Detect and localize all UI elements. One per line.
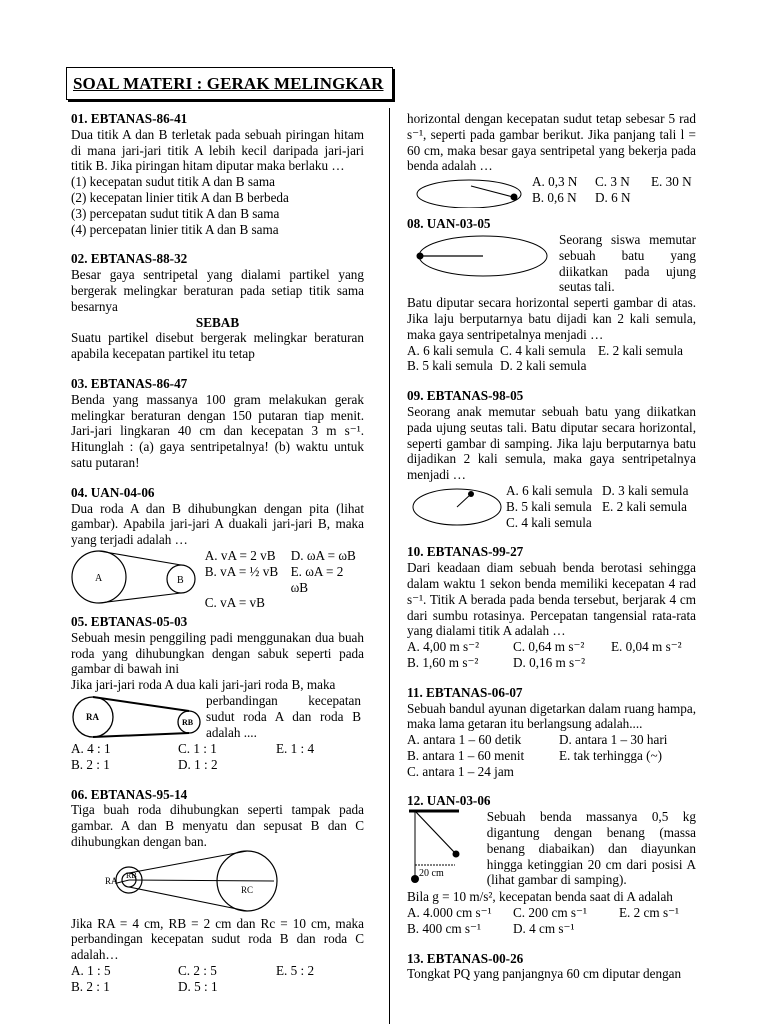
question-heading: 08. UAN-03-05 [407, 216, 491, 232]
question-4 [71, 484, 364, 611]
option: A. 4.000 cm s⁻¹ [407, 905, 492, 921]
question-5 [71, 614, 364, 773]
option: B. vA = ½ vB [204, 563, 279, 579]
option: A. 6 kali semula [506, 482, 593, 498]
question-12 [407, 793, 696, 936]
question-text: Jika RA = 4 cm, RB = 2 cm dan Rc = 10 cm, maka perbandingan kecepatan sudut roda B dan roda C adalah… [71, 915, 364, 963]
question-text: Sebuah bandul ayunan digetarkan dalam ruang hampa, maka lama getaran itu berlangsung adalah.... [407, 700, 696, 732]
option: D. 5 : 1 [178, 978, 218, 994]
pendulum-figure [407, 809, 483, 889]
option: B. 0,6 N [532, 189, 577, 205]
question-text: perbandingan kecepatan sudut roda A dan roda B adalah .... [206, 692, 361, 740]
option: B. 5 kali semula [506, 498, 592, 514]
option: C. vA = vB [204, 595, 265, 611]
belt-bottom [99, 593, 181, 603]
question-text: Seorang anak memutar sebuah batu yang diikatkan pada ujung seutas tali. Batu diputar secara horizontal, seperti gambar di samping. Jika laju berputarnya batu dijadikan 2 kali semula, maka gaya sentripetalnya menjadi … [407, 403, 696, 483]
rotating-stone-figure [411, 483, 506, 527]
question-11 [407, 685, 696, 780]
question-text: Bila g = 10 m/s², kecepatan benda saat di A adalah [407, 889, 673, 905]
question-text: Tiga buah roda dihubungkan seperti tampak pada gambar. A dan B menyatu dan sepusat B dan C dihubungkan dengan ban. [71, 802, 364, 849]
belt-top [129, 851, 247, 873]
stone [468, 491, 474, 497]
question-6 [71, 787, 364, 995]
question-10 [407, 544, 696, 670]
label-b: B [177, 574, 184, 586]
option: B. 400 cm s⁻¹ [407, 920, 481, 936]
radius-c [129, 880, 274, 881]
statement: (2) kecepatan linier titik A dan B berbeda [71, 189, 289, 205]
option: D. 3 kali semula [602, 482, 689, 498]
options [506, 483, 688, 530]
sebab-label: SEBAB [195, 314, 240, 330]
option: A. 1 : 5 [71, 963, 111, 979]
label-rc: RC [241, 884, 254, 895]
string [415, 811, 455, 853]
question-heading: 05. EBTANAS-05-03 [71, 613, 188, 629]
left-column [71, 111, 364, 1009]
stone [511, 194, 518, 201]
question-13 [407, 951, 696, 983]
label-ra: RA [86, 711, 99, 722]
rotating-stone-figure [415, 174, 530, 208]
option: A. 6 kali semula [407, 342, 494, 358]
statement: (4) percepatan linier titik A dan B sama [71, 221, 279, 237]
question-3 [71, 376, 364, 471]
question-9 [407, 388, 696, 530]
option: B. 1,60 m s⁻² [407, 654, 479, 670]
belt-pulley-figure [71, 548, 205, 604]
question-7-continued [407, 111, 696, 208]
question-heading: 02. EBTANAS-88-32 [71, 251, 188, 267]
right-column [407, 111, 696, 996]
belt-bottom [93, 733, 189, 737]
option: C. 4 kali semula [506, 514, 592, 530]
label-rb: RB [182, 717, 194, 727]
option: C. antara 1 – 24 jam [407, 763, 514, 779]
option: C. 4 kali semula [500, 342, 586, 358]
option: D. 6 N [595, 189, 631, 205]
question-text: Dari keadaan diam sebuah benda berotasi sehingga dalam waktu 1 sekon benda memiliki kecepatan 4 rad s⁻¹. Titik A berada pada benda tersebut, berjarak 4 cm dari sumbu rotasinya. Percepatan tangensial rata-rata yang dialami titik A adalah … [407, 560, 696, 639]
question-heading: 10. EBTANAS-99-27 [407, 544, 524, 560]
option: E. 30 N [651, 174, 692, 190]
option: C. 200 cm s⁻¹ [513, 905, 587, 921]
question-text: Benda yang massanya 100 gram melakukan gerak melingkar beraturan dengan 150 putaran tiap menit. Jari-jari lingkaran 40 cm dan kecepatan 3 m s⁻¹. Hitunglah : (a) gaya sentripetalnya! (b) waktu untuk satu putaran! [71, 391, 364, 470]
option: E. 2 kali semula [598, 342, 683, 358]
question-text: horizontal dengan kecepatan sudut tetap sebesar 5 rad s⁻¹, seperti pada gambar berikut. Jika panjang tali l = 60 cm, maka besar gaya sentripetal yang bekerja pada benda adalah … [407, 111, 696, 174]
option: C. 1 : 1 [178, 740, 217, 756]
question-text: Sebuah mesin penggiling padi menggunakan dua buah roda yang dihubungkan dengan sabuk seperti pada gambar di bawah ini [71, 629, 364, 677]
question-heading: 09. EBTANAS-98-05 [407, 388, 524, 404]
option: A. antara 1 – 60 detik [407, 732, 522, 748]
option: E. 5 : 2 [276, 963, 315, 979]
option: D. 0,16 m s⁻² [513, 654, 586, 670]
statement: (3) percepatan sudut titik A dan B sama [71, 205, 280, 221]
option: D. 1 : 2 [178, 756, 218, 772]
option: D. 4 cm s⁻¹ [513, 920, 575, 936]
question-text: Tongkat PQ yang panjangnya 60 cm diputar dengan [407, 966, 682, 982]
belt-bottom [129, 887, 247, 911]
question-heading: 11. EBTANAS-06-07 [407, 684, 523, 700]
question-text: Jika jari-jari roda A dua kali jari-jari roda B, maka [71, 677, 336, 693]
option: E. 1 : 4 [276, 740, 315, 756]
question-heading: 13. EBTANAS-00-26 [407, 950, 524, 966]
question-text: Seorang siswa memutar sebuah batu yang diikatkan pada ujung seutas tali. [559, 231, 696, 295]
option: B. antara 1 – 60 menit [407, 747, 525, 763]
option: B. 2 : 1 [71, 978, 110, 994]
question-text: Besar gaya sentripetal yang dialami partikel yang bergerak melingkar beraturan pada setiap titik sama besarnya [71, 267, 364, 314]
question-1 [71, 111, 364, 237]
option: A. vA = 2 vB [204, 547, 276, 563]
bob-raised [453, 851, 460, 858]
option: E. tak terhingga (~) [559, 747, 663, 763]
page-title: SOAL MATERI : GERAK MELINGKAR [73, 74, 384, 93]
horizontal-stone-figure [407, 232, 557, 292]
question-text: Dua titik A dan B terletak pada sebuah piringan hitam di mana jari-jari titik A lebih kecil daripada jari-jari titik B. Jika piringan hitam diputar maka berlaku … [71, 126, 364, 174]
question-heading: 03. EBTANAS-86-47 [71, 375, 188, 391]
option: C. 0,64 m s⁻² [513, 639, 585, 655]
option: E. 2 cm s⁻¹ [619, 905, 679, 921]
question-heading: 12. UAN-03-06 [407, 793, 491, 809]
height-label: 20 cm [419, 868, 444, 880]
question-8 [407, 216, 696, 374]
question-heading: 01. EBTANAS-86-41 [71, 111, 188, 126]
question-heading: 04. UAN-04-06 [71, 484, 155, 500]
option: E. 0,04 m s⁻² [611, 639, 682, 655]
option: D. ωA = ωB [290, 547, 356, 563]
option: B. 5 kali semula [407, 358, 493, 374]
question-text: Batu diputar secara horizontal seperti gambar di atas. Jika laju berputarnya batu dijadi kan 2 kali semula, maka gaya sentripetalnya menjadi … [407, 295, 696, 342]
question-text: Dua roda A dan B dihubungkan dengan pita (lihat gambar). Apabila jari-jari A duakali jari-jari B, maka yang terjadi adalah … [71, 500, 364, 548]
options [205, 548, 364, 611]
stone [417, 252, 424, 259]
label-a: A [95, 572, 103, 584]
option: C. 3 N [595, 174, 630, 190]
option: C. 2 : 5 [178, 963, 217, 979]
option: A. 0,3 N [532, 174, 578, 190]
option: D. antara 1 – 30 hari [559, 732, 668, 748]
statement: (1) kecepatan sudut titik A dan B sama [71, 174, 275, 190]
option: E. 2 kali semula [602, 498, 687, 514]
options [532, 174, 692, 206]
three-wheel-figure [89, 850, 289, 912]
question-text: Suatu partikel disebut bergerak melingkar beraturan apabila kecepatan partikel itu tetap [71, 330, 364, 362]
orbit [417, 180, 521, 208]
label-ra: RA [105, 875, 118, 886]
option: B. 2 : 1 [71, 756, 110, 772]
belt-top [99, 551, 181, 565]
option: D. 2 kali semula [500, 358, 587, 374]
column-divider [389, 108, 390, 1024]
label-rb: RB [126, 870, 137, 880]
bob-at-a [411, 875, 419, 883]
question-heading: 06. EBTANAS-95-14 [71, 786, 188, 802]
rice-mill-pulley-figure [71, 693, 203, 741]
option: A. 4,00 m s⁻² [407, 639, 480, 655]
option: A. 4 : 1 [71, 740, 111, 756]
title-box [66, 67, 393, 100]
string [471, 186, 513, 197]
question-2 [71, 251, 364, 362]
question-text: Sebuah benda massanya 0,5 kg digantung dengan benang (massa benang diabaikan) dan diayunkan hingga ketinggian 20 cm dari posisi A (lihat gambar di samping). [486, 809, 696, 888]
option: E. ωA = 2 ωB [290, 563, 344, 595]
